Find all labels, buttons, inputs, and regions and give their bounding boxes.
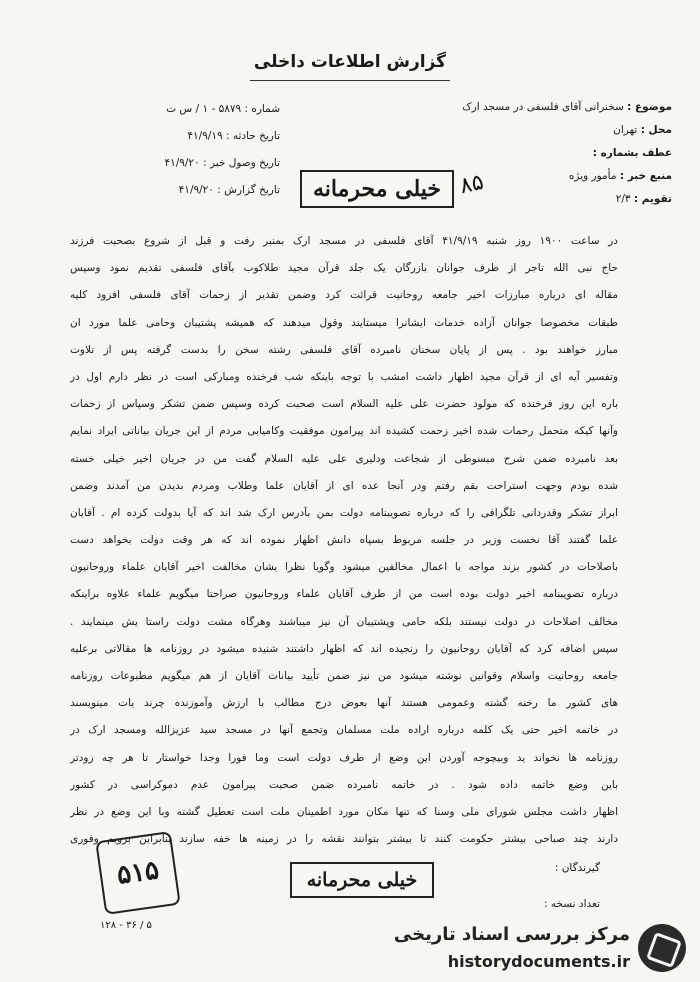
meta-left-row xyxy=(100,123,280,150)
body-line: روزنامه ها نخواند ید وبیچوجه آوردن این وضع از طرف دولت است وما فورا وجدا خواستار تا هر چه زودتر xyxy=(70,751,618,764)
archive-reference: ۱۲۸ - ۳۶ / ۵ xyxy=(100,920,152,931)
meta-right-value: سخنرانی آقای فلسفی در مسجد ارک xyxy=(462,101,624,113)
handwritten-mark-top: ۸۵ xyxy=(457,169,486,200)
meta-left-label: شماره : xyxy=(244,103,280,115)
body-line: باین وضع خاتمه داده شود . در خاتمه نامبرده ضمن صحبت پیرامون عدم دموکراسی در کشور xyxy=(70,778,618,791)
body-line: دارند چند صباحی بیشتر حکومت کنند تا بیشتر بتوانند نقشه را در زمینه ها خفه سازند بنابراین برویم وفوری xyxy=(70,833,618,846)
meta-right-row xyxy=(342,96,672,119)
body-line: درباره تصویبنامه اخیر دولت بوده است من از طرف آقایان علماء وروحانیون صراحتا میگویم علماء علاوه براینکه xyxy=(70,588,618,601)
meta-right-label: منبع خبر : xyxy=(619,170,672,182)
body-line: حاج نبی الله تاجر از طرف جوانان بازرگان یک جلد قرآن مجید طلاکوب بآقای فلسفی تقدیم نمود وسپس xyxy=(70,262,618,275)
body-line: مخالف اصلاحات در دولت نیستند بلکه حامی وپشتیبان آن نیز میباشند وهرگاه مشت دولت راستا یش مینمایند . xyxy=(70,615,618,628)
meta-right-label: موضوع : xyxy=(627,101,672,113)
body-line: ابراز تشکر وقدردانی تلگرافی را که درباره تصویبنامه دولت بمن بآدرس ارک شد اند که آیا بدولت کرده ام . آقایان xyxy=(70,506,618,519)
meta-left-label: تاریخ حادثه : xyxy=(225,130,280,142)
meta-left-label: تاریخ وصول خبر : xyxy=(203,157,280,169)
meta-left-value: ۵۸۷۹ - ۱ / س ت xyxy=(166,103,242,115)
meta-left-block xyxy=(100,96,280,204)
meta-left-value: ۴۱/۹/۱۹ xyxy=(187,130,223,142)
body-line: جامعه روحانیت واسلام وقوانین نوشته میشود من نیز ضمن تأیید بیانات آقایان از هم میگویم مطبوعات روزنامه xyxy=(70,670,618,682)
meta-left-row xyxy=(100,96,280,123)
body-line: بعد نامبرده ضمن شرح مبسوطی از شجاعت ودلیری علی علیه السلام گفت من در جریان اخیر خیلی خسته xyxy=(70,452,618,465)
meta-right-value: تهران xyxy=(613,124,638,136)
body-line: مبارز خواهند بود . پس از پایان سخنان نامبرده آقای فلسفی رشته سخن را بدست گرفته پس از تلاوت xyxy=(70,343,618,356)
recipients-label: گیرندگان : xyxy=(554,862,600,874)
body-line: طبقات مخصوصا جوانان آزاده خدمات ایشانرا میستایند وقول میدهند که همیشه پشتیبان وحامی علما مورد ان xyxy=(70,316,618,329)
archive-logo-icon xyxy=(638,924,686,972)
meta-right-value: مأمور ویژه xyxy=(568,170,617,182)
meta-left-value: ۴۱/۹/۲۰ xyxy=(164,157,200,169)
body-line: شده بودم وجهت استراحت بقم رفتم ودر آنجا عده ای از آقایان علما وطلاب ومردم بدیدن من آمدند وضمن xyxy=(70,479,618,492)
report-body xyxy=(70,228,618,853)
body-line: اظهار داشت مجلس شورای ملی وسنا که تنها مکان مورد اطمینان ملت است تعطیل گشته وبا این وضع در نظر xyxy=(70,805,618,818)
copies-label: تعداد نسخه : xyxy=(543,898,600,910)
handwritten-number-box: ۵۱۵ xyxy=(95,831,181,915)
watermark xyxy=(393,920,690,978)
body-line: در ساعت ۱۹۰۰ روز شنبه ۴۱/۹/۱۹ آقای فلسفی در مسجد ارک بمنبر رفت و قبل از شروع بصحبت فرزند xyxy=(70,235,618,247)
meta-left-row xyxy=(100,150,280,177)
body-line: علما گفتند آقا نخست وزیر در جلسه مربوط بسپاه دانش اظهار نموده اند که هر وقت دولت بخواهد دست xyxy=(70,534,618,547)
body-line: وتفسیر آیه ای از قرآن مجید اظهار داشت امشب با توجه باینکه شب فرخنده ومبارکی است در نظر دارم اول در xyxy=(70,370,618,383)
meta-right-label: تقویم : xyxy=(633,193,672,205)
meta-left-value: ۴۱/۹/۲۰ xyxy=(178,184,214,196)
footer-labels xyxy=(544,850,600,922)
body-line: وآنها کیکه متحمل رحمات شده اخیر زحمت کشیده اند پیرامون موفقیت وکامیابی مردم از این جریان بیاناتی ایراد نمایم xyxy=(70,425,618,438)
title-underline xyxy=(250,80,450,81)
meta-right-row xyxy=(342,119,672,142)
body-line: در خاتمه اخیر حتی یک کلمه درباره اراده ملت مسلمان وتجمع آنها در مسجد سید عزیزالله ومسجد ارک در xyxy=(70,724,618,737)
report-title: گزارش اطلاعات داخلی xyxy=(253,52,447,72)
meta-right-row xyxy=(342,142,672,165)
meta-left-row xyxy=(100,177,280,204)
body-line: باصلاحات در کشور بزند مواجه با اعمال مخالفین میشود وگویا نظرا یشان مخالفت اخیر آقایان علماء وروحانیون xyxy=(70,561,618,574)
confidential-stamp-top: خیلی محرمانه xyxy=(300,170,454,208)
meta-right-label: محل : xyxy=(640,124,672,136)
watermark-english: historydocuments.ir xyxy=(447,952,630,971)
watermark-persian: مرکز بررسی اسناد تاریخی xyxy=(393,924,630,945)
body-line: سپس اضافه کرد که آقایان روحانیون را رنجیده اند که اظهار داشتند شنیده میشود در روزنامه ها مقالاتی برعلیه xyxy=(70,642,618,655)
body-line: باره این روز فرخنده که مولود حضرت علی علیه السلام است صحبت کرده وسپس ضمن تشکر وسپاس از زحمات xyxy=(70,398,618,411)
body-line: های کشور ما رخنه گشته وعمومی هستند آنها بعوض درج مطالب با ارزش وآموزنده چرند یات مینویسند xyxy=(70,697,618,710)
meta-right-label: عطف بشماره : xyxy=(592,147,672,159)
meta-right-value: ۲/۳ xyxy=(615,193,631,205)
meta-left-label: تاریخ گزارش : xyxy=(217,184,280,196)
confidential-stamp-bottom: خیلی محرمانه xyxy=(290,862,434,898)
body-line: مقاله ای درباره مبارزات اخیر جامعه روحانیت قرائت کرد وضمن تقدیر از زحمات آقای فلسفی افزود کلیه xyxy=(70,289,618,302)
